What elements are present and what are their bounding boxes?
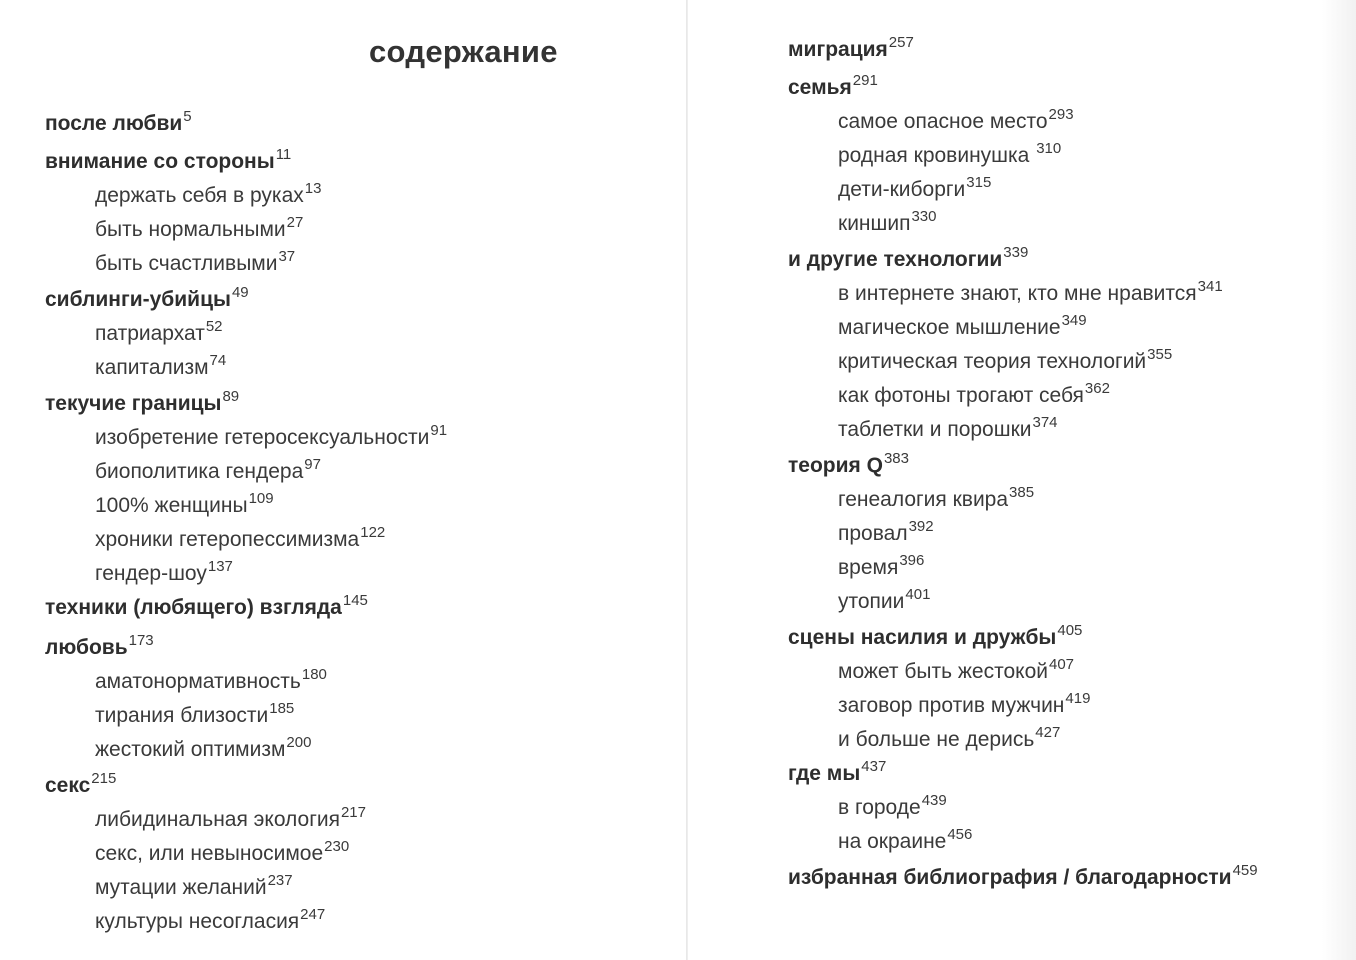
toc-page-number: 293: [1048, 106, 1074, 123]
toc-page-number: 355: [1147, 346, 1173, 363]
toc-page-number: 49: [231, 284, 249, 301]
toc-entry-title: изобретение гетеросексуальности: [95, 426, 430, 449]
toc-entry-title: культуры несогласия: [95, 910, 300, 933]
toc-subsection[interactable]: [838, 278, 1223, 308]
toc-subsection[interactable]: [95, 180, 322, 210]
toc-entry-title: генеалогия квира: [838, 488, 1009, 511]
toc-section[interactable]: [788, 244, 1029, 274]
toc-subsection[interactable]: [838, 552, 925, 582]
toc-page-number: 427: [1035, 724, 1061, 741]
toc-subsection[interactable]: [838, 518, 934, 548]
toc-subsection[interactable]: [95, 666, 327, 696]
toc-page-number: 247: [300, 906, 326, 923]
toc-section[interactable]: [45, 108, 192, 138]
toc-entry-title: утопии: [838, 590, 905, 613]
toc-subsection[interactable]: [95, 490, 274, 520]
toc-subsection[interactable]: [95, 248, 296, 278]
toc-page-number: 291: [852, 72, 878, 89]
toc-subsection[interactable]: [95, 872, 293, 902]
toc-entry-title: и больше не дерись: [838, 728, 1035, 751]
toc-section[interactable]: [45, 632, 154, 662]
toc-entry-title: самое опасное место: [838, 110, 1048, 133]
toc-page-number: 257: [888, 34, 914, 51]
toc-subsection[interactable]: [95, 524, 386, 554]
toc-section[interactable]: [788, 622, 1083, 652]
toc-section[interactable]: [788, 758, 887, 788]
toc-page-number: 419: [1065, 690, 1091, 707]
toc-subsection[interactable]: [838, 140, 1062, 170]
toc-page-number: 456: [947, 826, 973, 843]
toc-section[interactable]: [788, 72, 878, 102]
toc-subsection[interactable]: [838, 312, 1087, 342]
toc-subsection[interactable]: [95, 456, 321, 486]
toc-page-number: 349: [1061, 312, 1087, 329]
toc-section[interactable]: [45, 388, 240, 418]
toc-entry-title: текучие границы: [45, 392, 222, 415]
toc-page-number: 74: [209, 352, 227, 369]
toc-subsection[interactable]: [838, 174, 992, 204]
toc-entry-title: любовь: [45, 636, 128, 659]
toc-page-number: 122: [360, 524, 386, 541]
toc-subsection[interactable]: [838, 724, 1061, 754]
toc-subsection[interactable]: [838, 656, 1075, 686]
toc-section[interactable]: [788, 862, 1258, 892]
toc-page-number: 383: [883, 450, 909, 467]
toc-entry-title: мутации желаний: [95, 876, 267, 899]
toc-entry-title: киншип: [838, 212, 911, 235]
toc-page-number: 374: [1032, 414, 1058, 431]
toc-page-number: 52: [205, 318, 223, 335]
toc-subsection[interactable]: [838, 208, 937, 238]
toc-entry-title: родная кровинушка: [838, 144, 1036, 167]
toc-section[interactable]: [45, 146, 292, 176]
toc-subsection[interactable]: [95, 804, 366, 834]
toc-entry-title: сиблинги-убийцы: [45, 288, 231, 311]
toc-page-number: 230: [324, 838, 350, 855]
toc-page-number: 437: [861, 758, 887, 775]
toc-page-number: 185: [269, 700, 295, 717]
toc-entry-title: держать себя в руках: [95, 184, 304, 207]
toc-entry-title: семья: [788, 76, 852, 99]
toc-subsection[interactable]: [95, 838, 350, 868]
toc-entry-title: после любви: [45, 112, 183, 135]
toc-subsection[interactable]: [95, 906, 326, 936]
toc-entry-title: миграция: [788, 38, 888, 61]
toc-page-number: 200: [286, 734, 312, 751]
toc-entry-title: сцены насилия и дружбы: [788, 626, 1057, 649]
toc-entry-title: дети-киборги: [838, 178, 966, 201]
toc-page-number: 215: [91, 770, 117, 787]
toc-entry-title: на окраине: [838, 830, 947, 853]
toc-page-number: 145: [342, 592, 368, 609]
toc-section[interactable]: [45, 284, 249, 314]
toc-entry-title: таблетки и порошки: [838, 418, 1032, 441]
toc-page-number: 137: [207, 558, 233, 575]
toc-subsection[interactable]: [838, 586, 931, 616]
toc-page-number: 407: [1049, 656, 1075, 673]
toc-page-number: 97: [304, 456, 321, 473]
toc-subsection[interactable]: [95, 734, 312, 764]
toc-page-number: 237: [267, 872, 293, 889]
toc-subsection[interactable]: [95, 422, 448, 452]
toc-subsection[interactable]: [838, 690, 1091, 720]
toc-entry-title: как фотоны трогают себя: [838, 384, 1084, 407]
toc-page-number: 459: [1232, 862, 1258, 879]
toc-page-number: 13: [304, 180, 322, 197]
toc-entry-title: провал: [838, 522, 908, 545]
toc-entry-title: 100% женщины: [95, 494, 248, 517]
toc-section[interactable]: [45, 592, 368, 622]
toc-subsection[interactable]: [838, 106, 1074, 136]
toc-page-number: 173: [128, 632, 154, 649]
toc-entry-title: заговор против мужчин: [838, 694, 1065, 717]
toc-subsection[interactable]: [838, 380, 1110, 410]
toc-subsection[interactable]: [838, 346, 1173, 376]
toc-entry-title: секс: [45, 774, 91, 797]
toc-entry-title: критическая теория технологий: [838, 350, 1147, 373]
toc-subsection[interactable]: [838, 414, 1058, 444]
toc-section[interactable]: [788, 34, 914, 64]
toc-entry-title: жестокий оптимизм: [95, 738, 286, 761]
toc-entry-title: и другие технологии: [788, 248, 1003, 271]
toc-entry-title: тирания близости: [95, 704, 269, 727]
toc-page-number: 27: [286, 214, 304, 231]
toc-entry-title: где мы: [788, 762, 861, 785]
toc-entry-title: хроники гетеропессимизма: [95, 528, 360, 551]
toc-entry-title: техники (любящего) взгляда: [45, 596, 342, 619]
toc-entry-title: теория Q: [788, 454, 883, 477]
toc-page-number: 180: [301, 666, 327, 683]
toc-entry-title: гендер-шоу: [95, 562, 207, 585]
toc-page-number: 217: [340, 804, 366, 821]
toc-entry-title: в городе: [838, 796, 921, 819]
toc-entry-title: быть счастливыми: [95, 252, 278, 275]
toc-page-number: 396: [899, 552, 925, 569]
toc-entry-title: может быть жестокой: [838, 660, 1048, 683]
toc-subsection[interactable]: [95, 700, 295, 730]
toc-subsection[interactable]: [95, 318, 223, 348]
toc-page-number: 362: [1084, 380, 1110, 397]
toc-page-number: 392: [908, 518, 934, 535]
toc-entry-title: время: [838, 556, 899, 579]
toc-page-number: 401: [905, 586, 931, 603]
right-page: [688, 0, 1356, 960]
toc-page-number: 91: [430, 422, 448, 439]
toc-page-number: 439: [921, 792, 947, 809]
toc-entry-title: магическое мышление: [838, 316, 1061, 339]
toc-entry-title: секс, или невыносимое: [95, 842, 324, 865]
toc-subsection[interactable]: [838, 826, 973, 856]
toc-entry-title: патриархат: [95, 322, 205, 345]
toc-page-number: 385: [1009, 484, 1035, 501]
toc-entry-title: биополитика гендера: [95, 460, 304, 483]
toc-page-number: 330: [911, 208, 937, 225]
toc-entry-title: капитализм: [95, 356, 209, 379]
toc-page-number: 315: [966, 174, 992, 191]
toc-subsection[interactable]: [95, 558, 233, 588]
toc-entry-title: либидинальная экология: [95, 808, 340, 831]
page-edge-shadow: [1322, 0, 1356, 960]
toc-subsection[interactable]: [838, 792, 947, 822]
toc-page-number: 5: [183, 108, 192, 125]
toc-section[interactable]: [45, 770, 117, 800]
toc-page-number: 11: [275, 146, 292, 163]
toc-subsection[interactable]: [95, 214, 304, 244]
toc-entry-title: в интернете знают, кто мне нравится: [838, 282, 1197, 305]
toc-subsection[interactable]: [95, 352, 227, 382]
toc-page-number: 341: [1197, 278, 1223, 295]
toc-page-number: 37: [278, 248, 296, 265]
toc-page-number: 89: [222, 388, 240, 405]
page-title: содержание: [369, 34, 558, 69]
toc-page-number: 109: [248, 490, 274, 507]
toc-section[interactable]: [788, 450, 909, 480]
toc-page-number: 405: [1057, 622, 1083, 639]
toc-subsection[interactable]: [838, 484, 1035, 514]
toc-entry-title: внимание со стороны: [45, 150, 275, 173]
toc-entry-title: избранная библиография / благодарности: [788, 866, 1232, 889]
toc-entry-title: аматонормативность: [95, 670, 301, 693]
toc-page-number: 310: [1036, 140, 1062, 157]
toc-page-number: 339: [1003, 244, 1029, 261]
toc-entry-title: быть нормальными: [95, 218, 286, 241]
